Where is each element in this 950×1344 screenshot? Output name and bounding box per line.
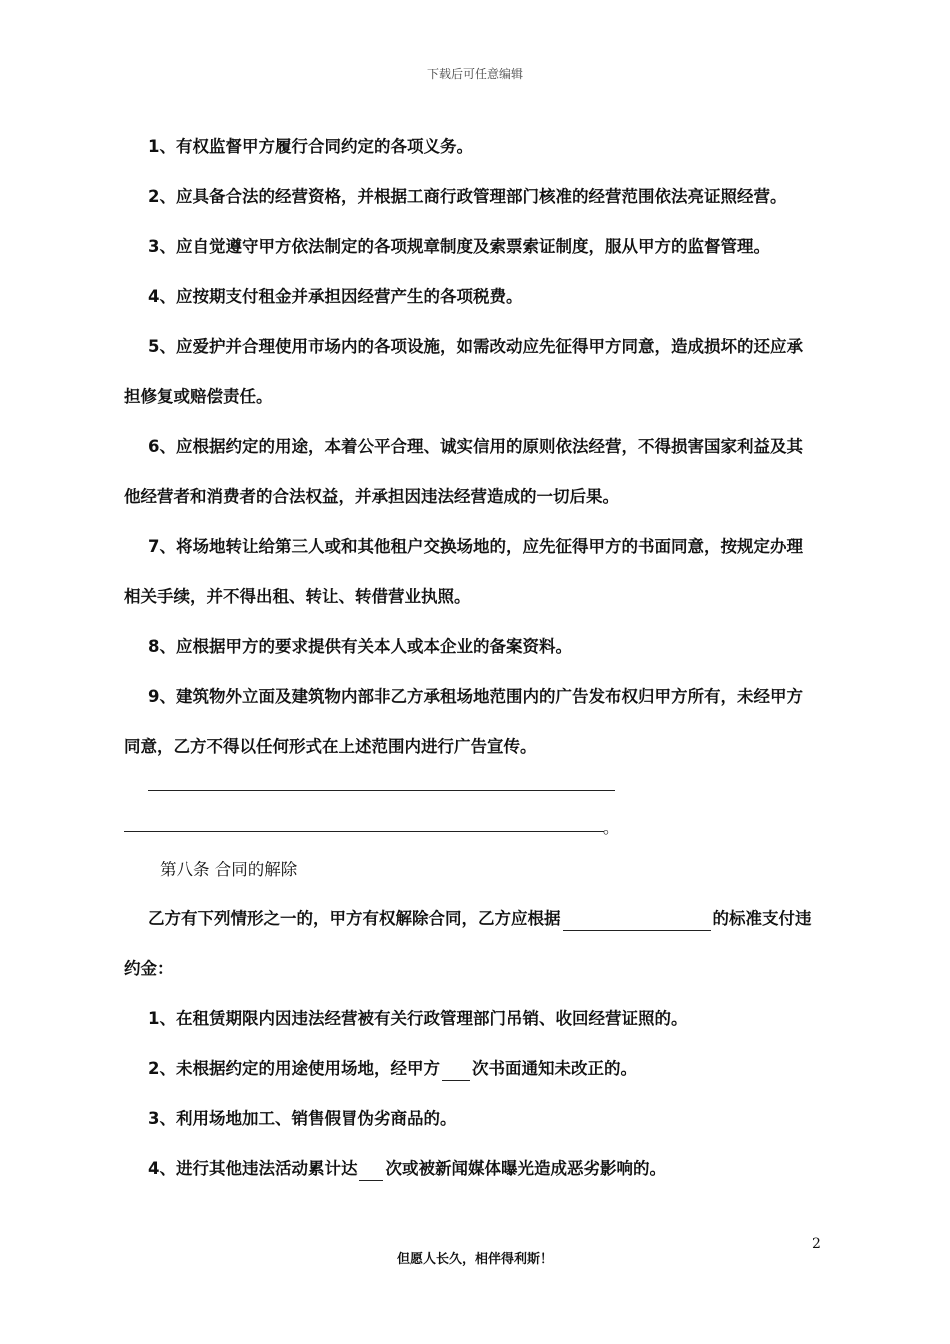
blank-fill-line-2 (124, 831, 604, 832)
notice-count-blank (442, 1060, 470, 1081)
footer-slogan: 但愿人长久，相伴得利斯！ (396, 1252, 553, 1267)
clause-line-8: 8、应根据甲方的要求提供有关本人或本企业的备案资料。 (148, 637, 572, 656)
page-header-note: 下载后可任意编辑 (426, 67, 523, 81)
termination-item-4-before: 4、进行其他违法活动累计达 (148, 1159, 358, 1178)
clause-line-6a: 6、应根据约定的用途，本着公平合理、诚实信用的原则依法经营，不得损害国家利益及其 (148, 437, 803, 456)
standard-blank (563, 910, 711, 931)
clause-line-4: 4、应按期支付租金并承担因经营产生的各项税费。 (148, 287, 523, 306)
violation-count-blank (359, 1160, 383, 1181)
termination-item-4-after: 次或被新闻媒体曝光造成恶劣影响的。 (385, 1159, 666, 1178)
clause-line-1: 1、有权监督甲方履行合同约定的各项义务。 (148, 137, 473, 156)
clause-line-3: 3、应自觉遵守甲方依法制定的各项规章制度及索票索证制度，服从甲方的监督管理。 (148, 237, 770, 256)
page-number: 2 (812, 1236, 821, 1252)
termination-item-2-after: 次书面通知未改正的。 (471, 1059, 637, 1078)
termination-item-1: 1、在租赁期限内因违法经营被有关行政管理部门吊销、收回经营证照的。 (148, 1009, 688, 1028)
clause-line-5b: 担修复或赔偿责任。 (124, 387, 273, 406)
blank-period: 。 (603, 818, 620, 837)
clause-line-6b: 他经营者和消费者的合法权益，并承担因违法经营造成的一切后果。 (124, 487, 619, 506)
clause-line-7a: 7、将场地转让给第三人或和其他租户交换场地的，应先征得甲方的书面同意，按规定办理 (148, 537, 803, 556)
termination-item-2-before: 2、未根据约定的用途使用场地，经甲方 (148, 1059, 440, 1078)
clause-line-7b: 相关手续，并不得出租、转让、转借营业执照。 (124, 587, 471, 606)
clause-line-9a: 9、建筑物外立面及建筑物内部非乙方承租场地范围内的广告发布权归甲方所有，未经甲方 (148, 687, 803, 706)
article-8-intro-before: 乙方有下列情形之一的，甲方有权解除合同，乙方应根据 (148, 909, 561, 928)
termination-item-3: 3、利用场地加工、销售假冒伪劣商品的。 (148, 1109, 457, 1128)
article-8-intro (148, 907, 853, 931)
termination-item-2 (148, 1057, 853, 1081)
article-8-title: 第八条 合同的解除 (160, 860, 298, 879)
article-8-intro-cont: 约金： (124, 959, 174, 978)
clause-line-9b: 同意，乙方不得以任何形式在上述范围内进行广告宣传。 (124, 737, 537, 756)
clause-line-5a: 5、应爱护并合理使用市场内的各项设施，如需改动应先征得甲方同意，造成损坏的还应承 (148, 337, 803, 356)
termination-item-4 (148, 1157, 853, 1181)
blank-fill-line-1 (148, 790, 615, 791)
article-8-intro-after: 的标准支付违 (712, 909, 812, 928)
clause-line-2: 2、应具备合法的经营资格，并根据工商行政管理部门核准的经营范围依法亮证照经营。 (148, 187, 787, 206)
